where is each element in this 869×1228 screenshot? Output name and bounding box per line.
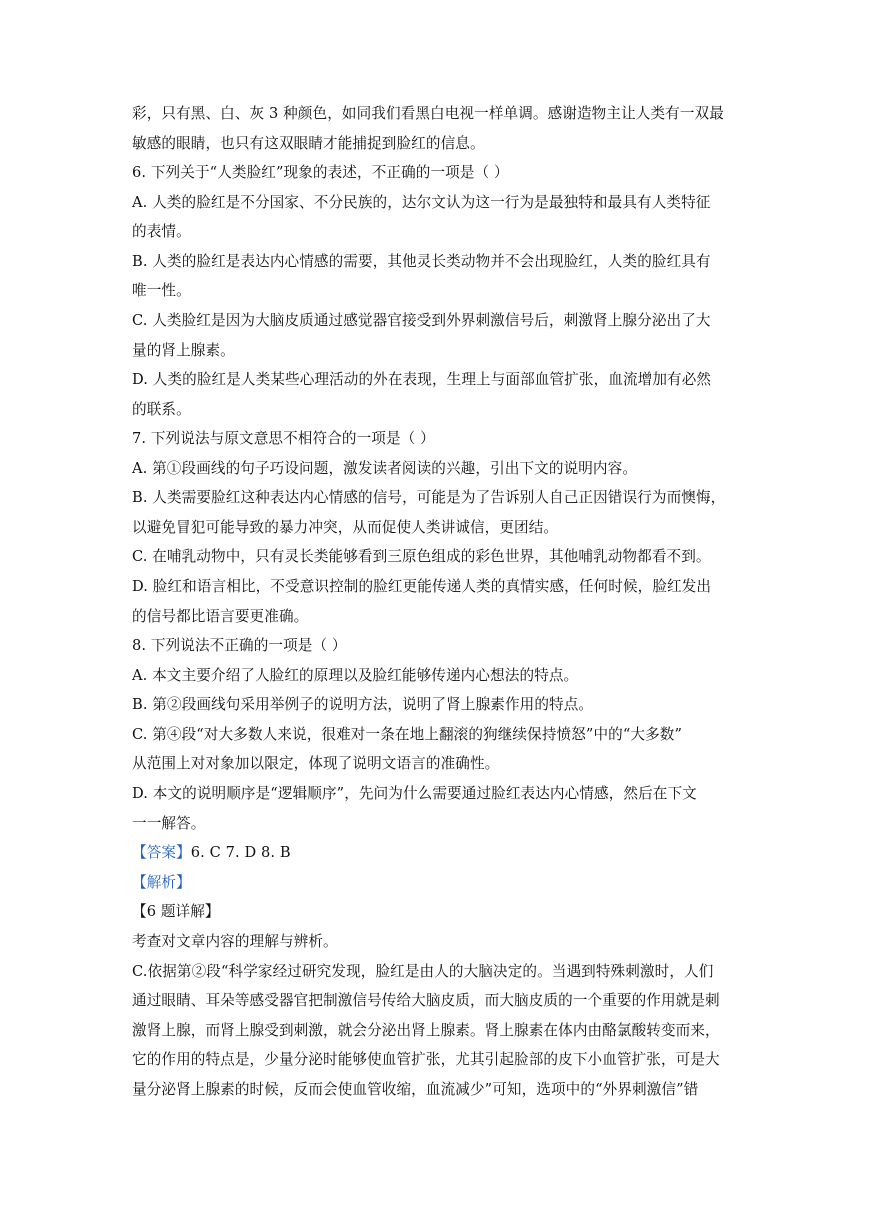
answer-label: 【答案】 (132, 844, 191, 861)
answer-text: 6. C 7. D 8. B (190, 844, 291, 861)
detail-heading: 【6 题详解】 (132, 903, 220, 920)
option-6a: A. 人类的脸红是不分国家、不分民族的，达尔文认为这一行为是最独特和最具有人类特征 (132, 194, 711, 211)
answer-line (132, 843, 742, 863)
text-line: 它的作用的特点是，少量分泌时能够使血管扩张，尤其引起脸部的皮下小血管扩张，可是大 (132, 1051, 720, 1068)
text-line: 的联系。 (132, 401, 191, 418)
option-6d: D. 人类的脸红是人类某些心理活动的外在表现，生理上与面部血管扩张，血流增加有必然 (132, 371, 712, 388)
text-line: 敏感的眼睛，也只有这双眼睛才能捕捉到脸红的信息。 (132, 135, 485, 152)
question-8: 8. 下列说法不正确的一项是（ ） (132, 637, 347, 654)
text-line: 的表情。 (132, 223, 191, 240)
question-7: 7. 下列说法与原文意思不相符合的一项是（ ） (132, 430, 435, 447)
text-line: 量分泌肾上腺素的时候，反而会使血管收缩，血流减少”可知，选项中的“外界刺激信”错 (132, 1081, 699, 1098)
text-line: 通过眼睛、耳朵等感受器官把制激信号传给大脑皮质，而大脑皮质的一个重要的作用就是刺 (132, 992, 720, 1009)
option-7d: D. 脸红和语言相比，不受意识控制的脸红更能传递人类的真情实感，任何时候，脸红发出 (132, 578, 712, 595)
text-line: 从范围上对对象加以限定，体现了说明文语言的准确性。 (132, 755, 500, 772)
option-6b: B. 人类的脸红是表达内心情感的需要，其他灵长类动物并不会出现脸红，人类的脸红具有 (132, 253, 711, 270)
option-8c: C. 第④段“对大多数人来说，很难对一条在地上翻滚的狗继续保持愤怒”中的“大多数” (132, 726, 683, 743)
option-8a: A. 本文主要介绍了人脸红的原理以及脸红能够传递内心想法的特点。 (132, 667, 579, 684)
text-line: 一一解答。 (132, 815, 206, 832)
text-line: 量的肾上腺素。 (132, 342, 235, 359)
text-line: 唯一性。 (132, 282, 191, 299)
question-6: 6. 下列关于“人类脸红”现象的表述，不正确的一项是（ ） (132, 164, 509, 181)
option-7c: C. 在哺乳动物中，只有灵长类能够看到三原色组成的彩色世界，其他哺乳动物都看不到。 (132, 548, 711, 565)
text-line: 的信号都比语言要更准确。 (132, 608, 309, 625)
analysis-label: 【解析】 (132, 874, 191, 891)
text-line: C.依据第②段“科学家经过研究发现，脸红是由人的大脑决定的。当遇到特殊刺激时，人们 (132, 963, 714, 980)
option-7b: B. 人类需要脸红这种表达内心情感的信号，可能是为了告诉别人自己正因错误行为而懊悔， (132, 489, 726, 506)
text-line: 激肾上腺，而肾上腺受到刺激，就会分泌出肾上腺素。肾上腺素在体内由酪氯酸转变而来， (132, 1022, 720, 1039)
option-8b: B. 第②段画线句采用举例子的说明方法，说明了肾上腺素作用的特点。 (132, 696, 594, 713)
option-7a: A. 第①段画线的句子巧设问题，激发读者阅读的兴趣，引出下文的说明内容。 (132, 460, 638, 477)
text-line: 以避免冒犯可能导致的暴力冲突，从而促使人类讲诚信，更团结。 (132, 519, 559, 536)
option-8d: D. 本文的说明顺序是“逻辑顺序”，先问为什么需要通过脸红表达内心情感，然后在下文 (132, 785, 697, 802)
text-line: 考查对文章内容的理解与辨析。 (132, 933, 338, 950)
text-line: 彩，只有黑、白、灰 3 种颜色，如同我们看黑白电视一样单调。感谢造物主让人类有一双最 (132, 105, 724, 122)
option-6c: C. 人类脸红是因为大脑皮质通过感觉器官接受到外界刺激信号后，刺激肾上腺分泌出了大 (132, 312, 711, 329)
